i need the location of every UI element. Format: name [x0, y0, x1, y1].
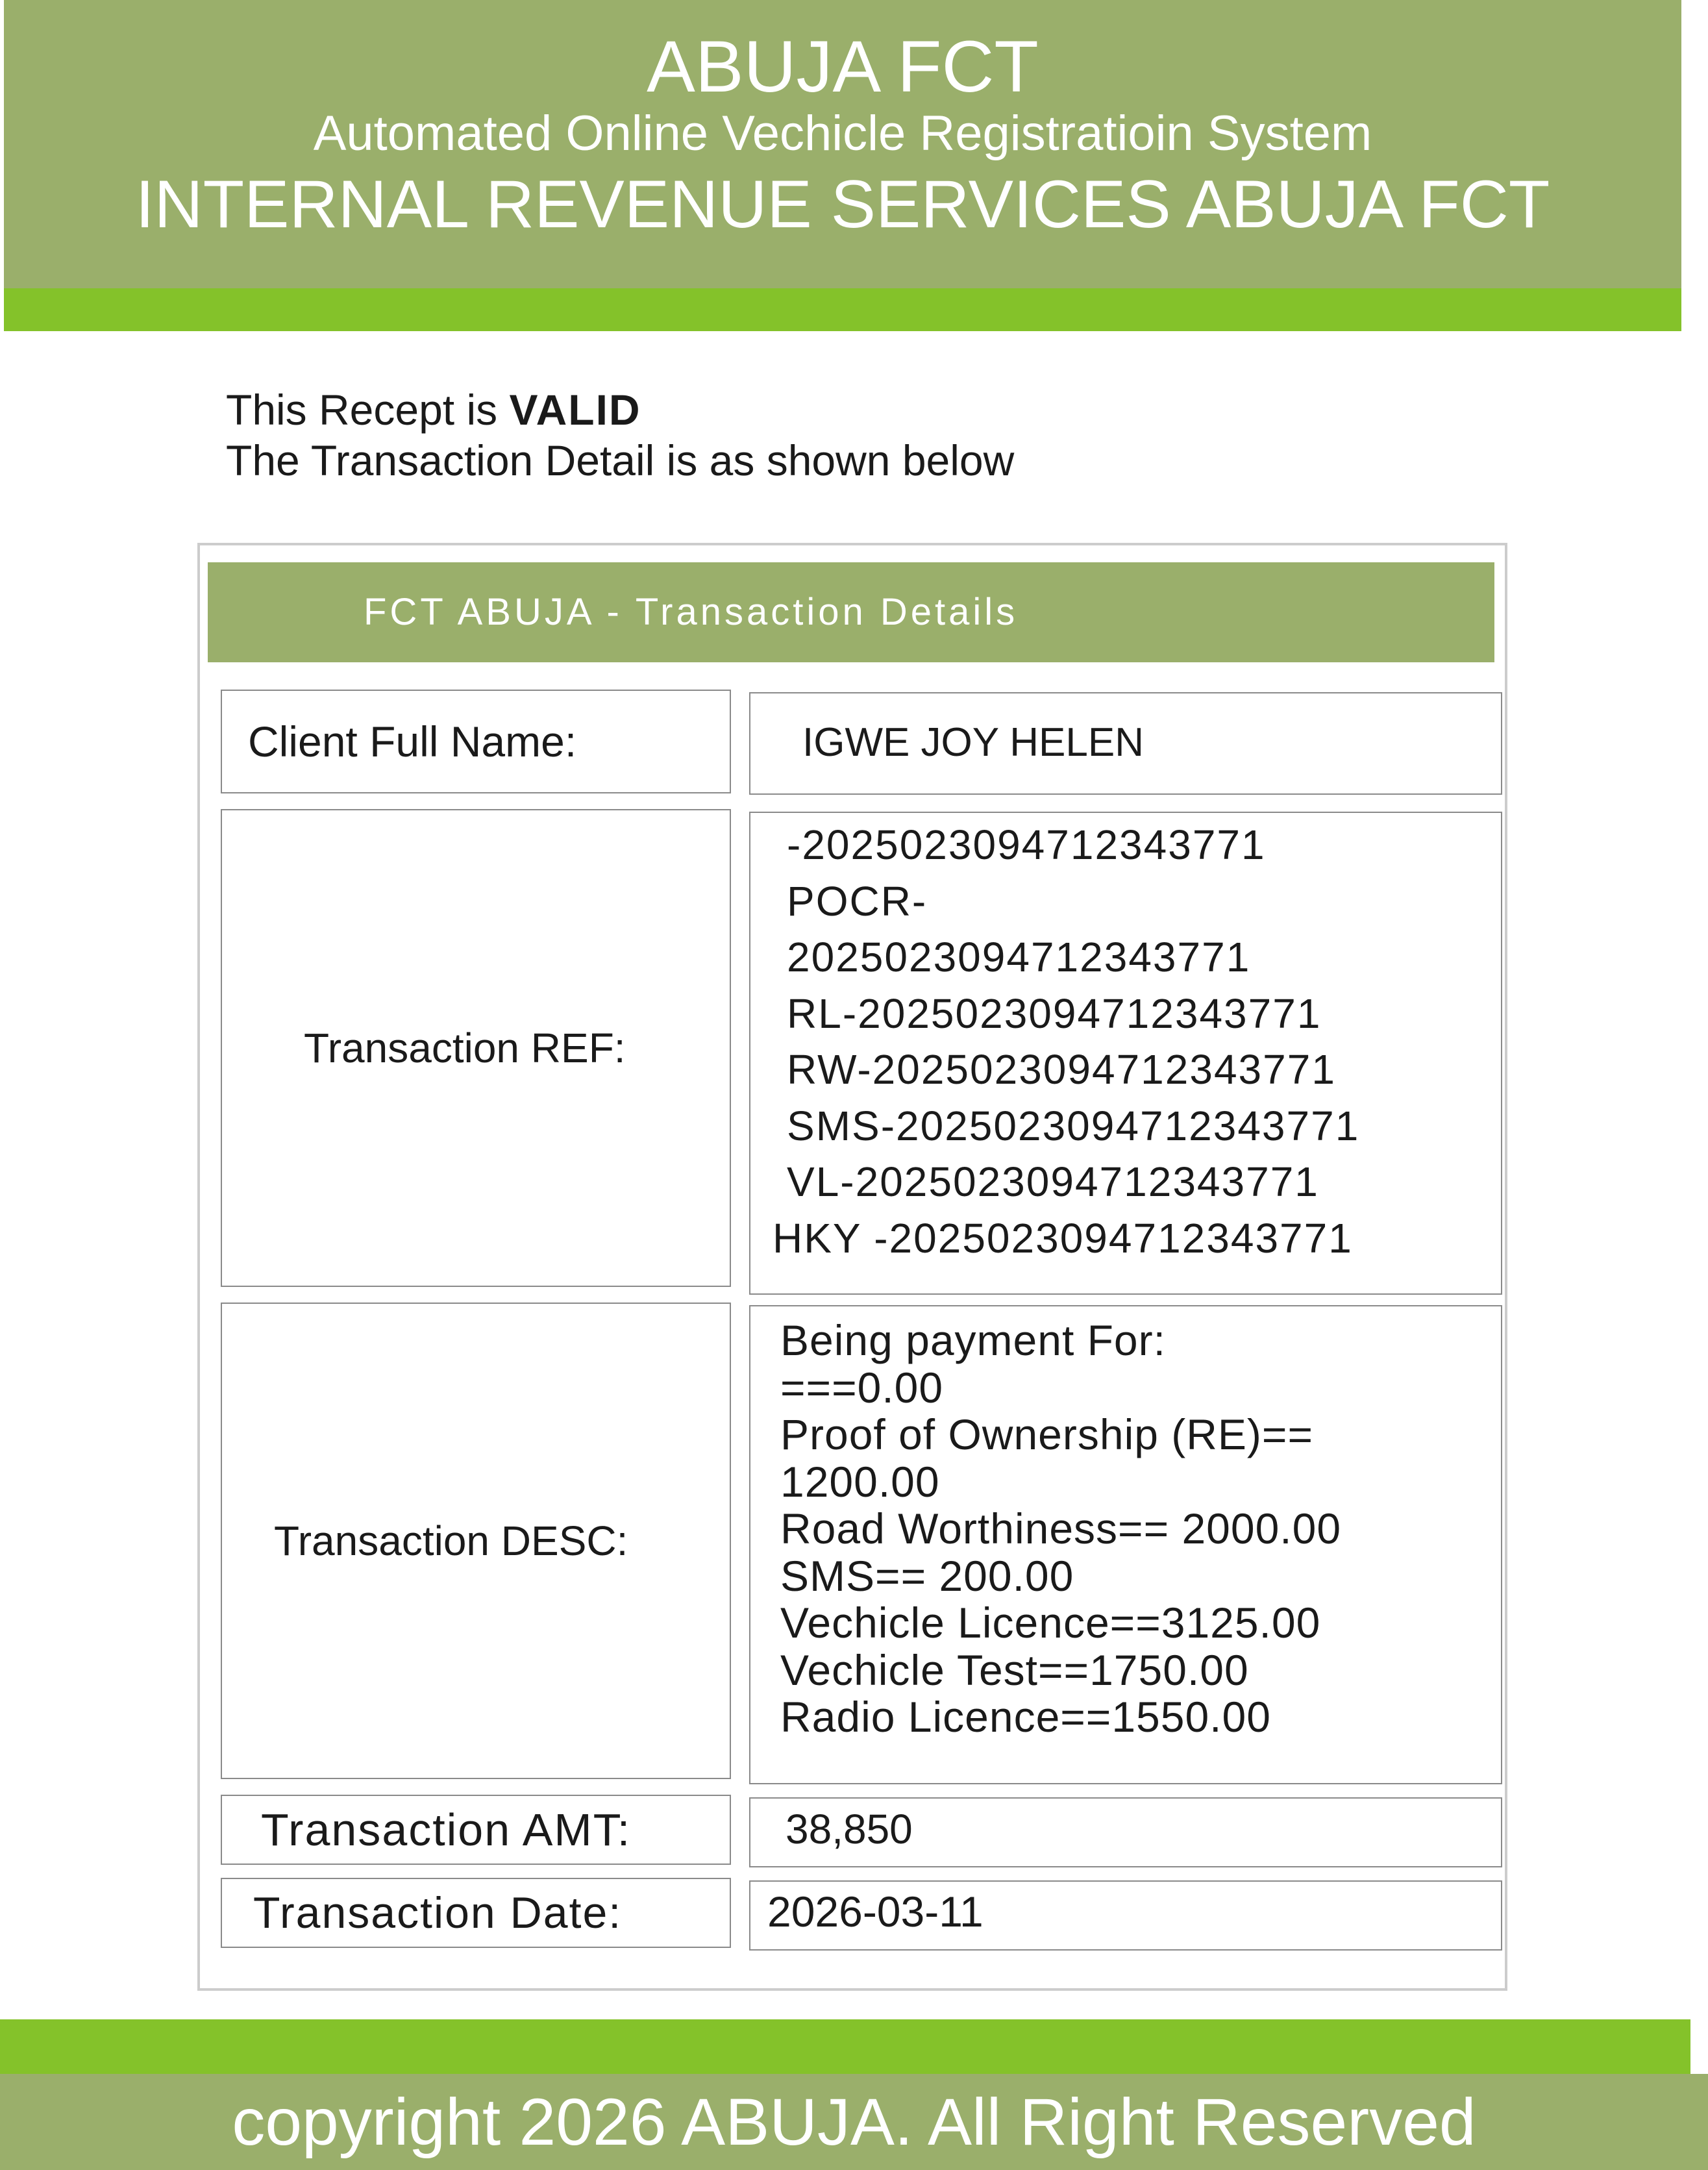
transaction-ref-label-cell [221, 809, 731, 1287]
copyright-text: copyright 2026 ABUJA. All Right Reserved [232, 2085, 1476, 2159]
validity-line [226, 384, 1014, 435]
transaction-ref-value-cell [749, 812, 1502, 1295]
transaction-card [197, 543, 1507, 1991]
transaction-date-value-cell [749, 1880, 1502, 1951]
header-agency: INTERNAL REVENUE SERVICES ABUJA FCT [135, 167, 1550, 242]
client-name-value: IGWE JOY HELEN [802, 720, 1144, 765]
transaction-desc-label-cell [221, 1303, 731, 1779]
transaction-desc-line: 1200.00 [780, 1457, 940, 1506]
header-subtitle: Automated Online Vechicle Registratioin System [313, 106, 1372, 161]
transaction-ref-line: HKY -2025023094712343771 [773, 1214, 1353, 1262]
page-footer [0, 2074, 1708, 2170]
transaction-ref-line: RL-2025023094712343771 [787, 990, 1322, 1037]
client-name-value-cell [749, 692, 1502, 795]
transaction-amount-label-cell [221, 1795, 731, 1865]
transaction-ref-line: POCR- [787, 877, 928, 925]
transaction-desc-value-cell [749, 1305, 1502, 1784]
transaction-desc-line: ===0.00 [780, 1363, 944, 1412]
transaction-desc-line: Vechicle Test==1750.00 [780, 1645, 1249, 1694]
transaction-date-value: 2026-03-11 [767, 1888, 984, 1936]
transaction-desc-line: Radio Licence==1550.00 [780, 1693, 1271, 1741]
transaction-desc-label: Transaction DESC: [274, 1517, 628, 1564]
header-accent-bar [4, 288, 1681, 331]
transaction-desc-line: Proof of Ownership (RE)== [780, 1410, 1313, 1458]
transaction-date-label-cell [221, 1878, 731, 1948]
transaction-ref-list [773, 817, 1360, 1266]
transaction-desc-line: SMS== 200.00 [780, 1551, 1074, 1600]
transaction-amount-value-cell [749, 1797, 1502, 1867]
intro-text [226, 384, 1014, 486]
transaction-desc-line: Vechicle Licence==3125.00 [780, 1599, 1321, 1647]
transaction-desc-line: Road Worthiness== 2000.00 [780, 1504, 1342, 1553]
footer-accent-bar [0, 2019, 1690, 2074]
card-title: FCT ABUJA - Transaction Details [208, 562, 1494, 662]
detail-line: The Transaction Detail is as shown below [226, 436, 1015, 484]
validity-prefix: This Recept is [226, 386, 510, 434]
transaction-ref-line: 2025023094712343771 [787, 934, 1251, 980]
header-title: ABUJA FCT [647, 26, 1039, 107]
validity-status: VALID [509, 386, 641, 434]
page-header [4, 0, 1681, 288]
client-name-label-cell [221, 690, 731, 793]
transaction-ref-line: -2025023094712343771 [787, 821, 1266, 868]
transaction-desc-list [780, 1317, 1341, 1741]
transaction-amount-value: 38,850 [786, 1806, 913, 1852]
transaction-date-label: Transaction Date: [253, 1888, 623, 1938]
transaction-amount-label: Transaction AMT: [261, 1804, 632, 1855]
transaction-ref-line: VL-2025023094712343771 [787, 1158, 1319, 1205]
client-name-label: Client Full Name: [248, 717, 577, 766]
transaction-desc-line: Being payment For: [780, 1316, 1166, 1364]
transaction-ref-line: SMS-2025023094712343771 [787, 1102, 1360, 1149]
transaction-ref-label: Transaction REF: [304, 1025, 626, 1071]
transaction-ref-line: RW-2025023094712343771 [787, 1046, 1336, 1093]
